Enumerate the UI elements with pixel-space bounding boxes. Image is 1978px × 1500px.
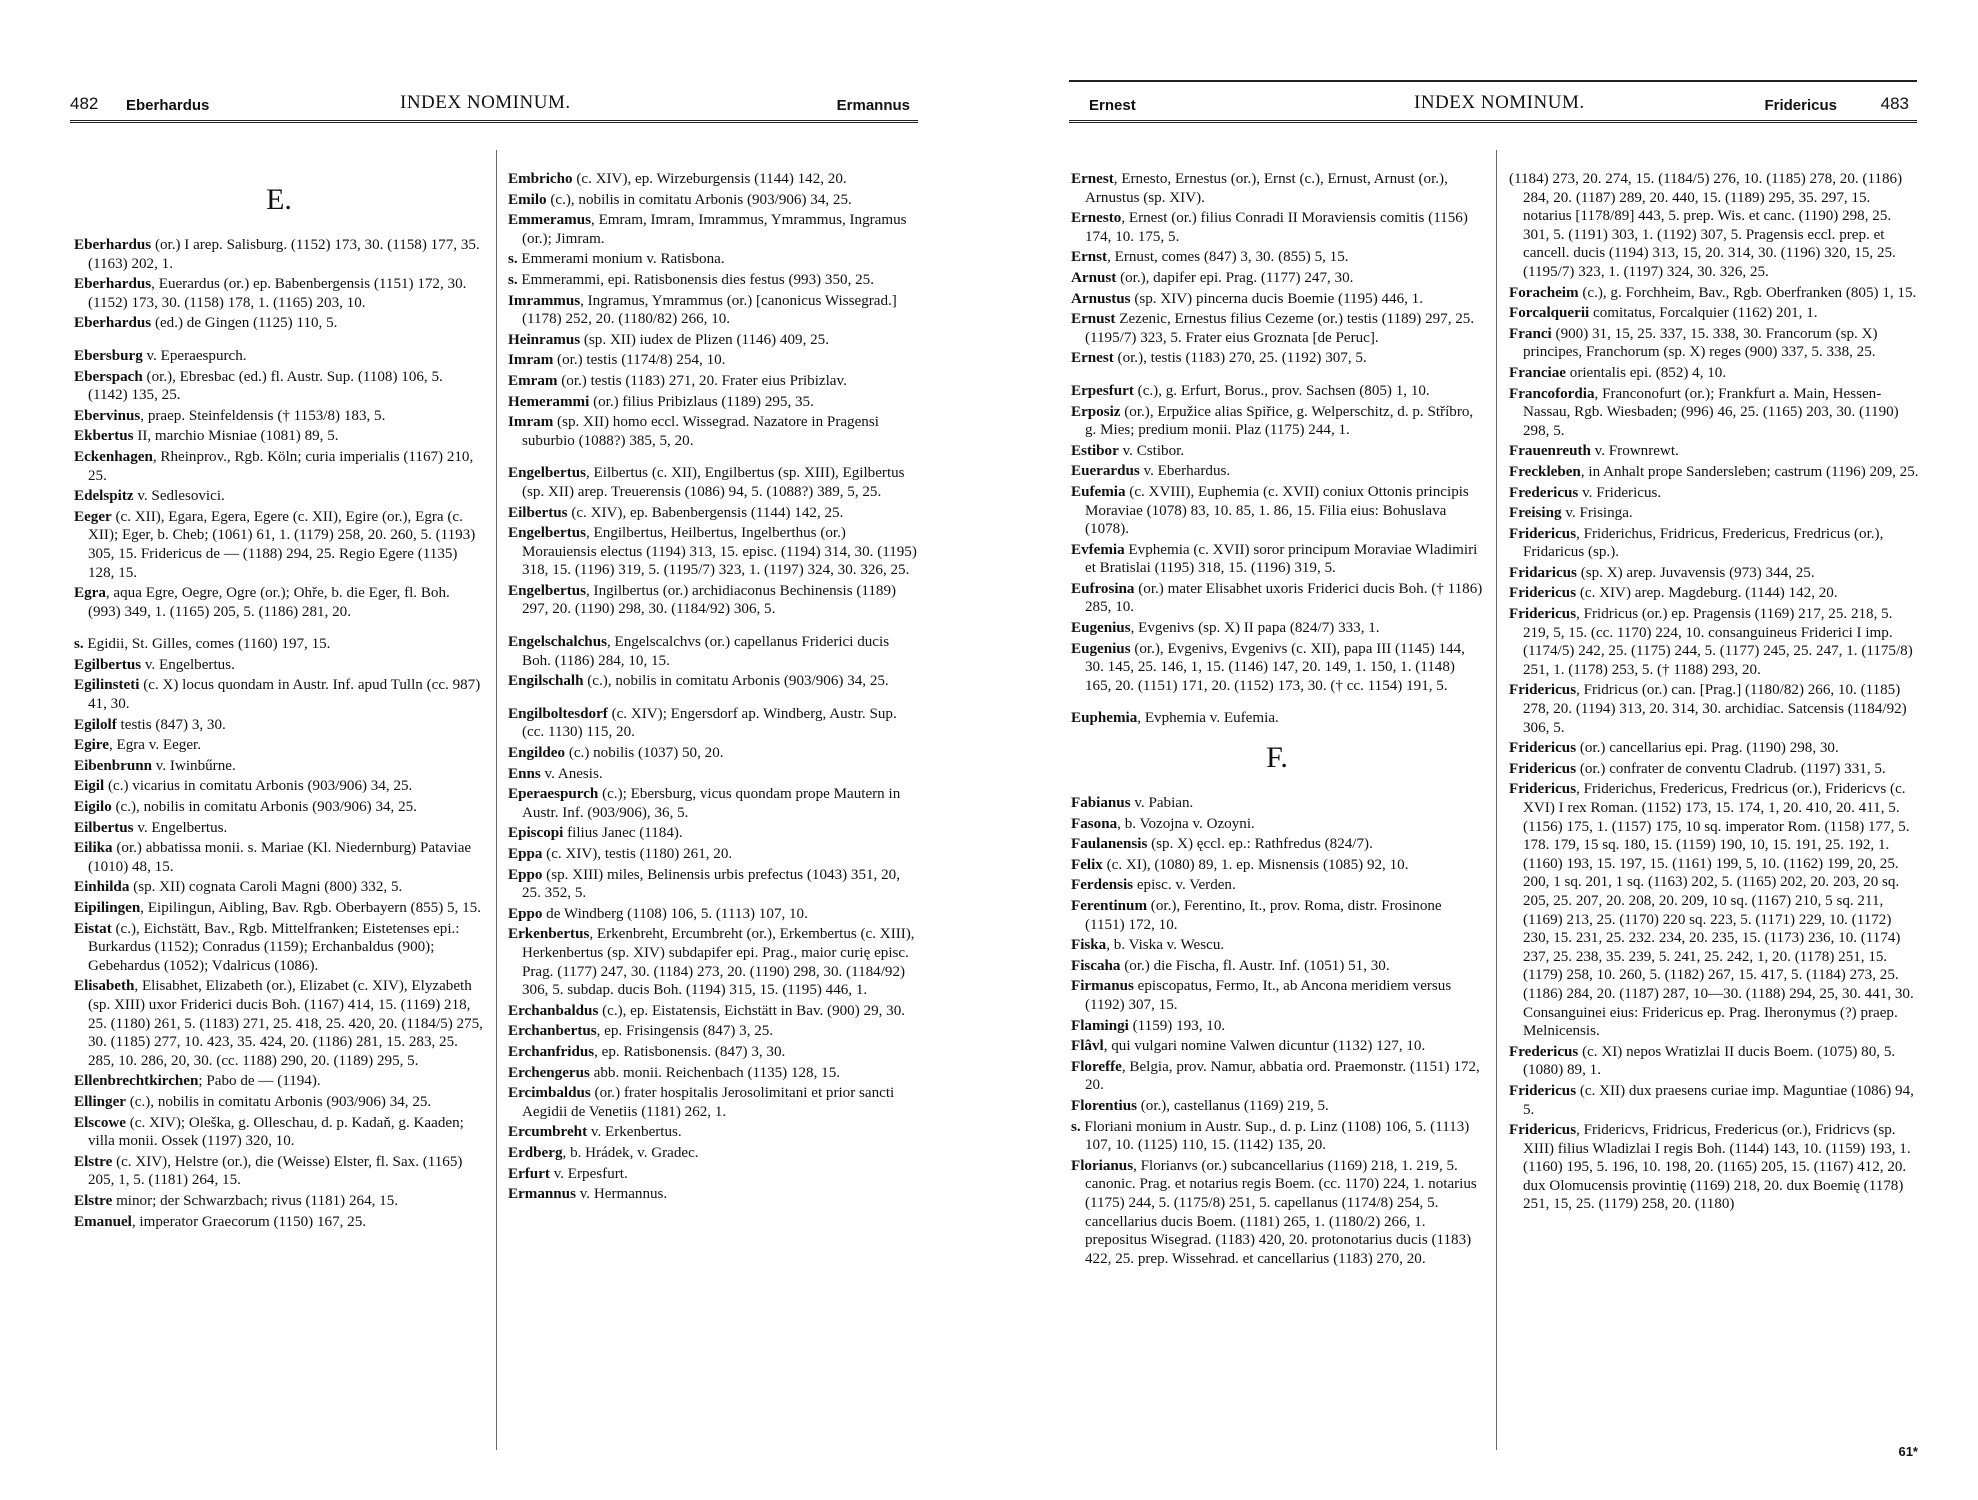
- entry-headword: Eigil: [74, 778, 105, 795]
- entry-headword: Erkenbertus: [508, 926, 590, 943]
- entry-gap: [1071, 370, 1483, 382]
- index-entries: [1071, 170, 1483, 728]
- index-entries: [1509, 170, 1919, 1214]
- entry-headword: Felix: [1071, 856, 1103, 873]
- index-entry: Emmeramus, Emram, Imram, Imrammus, Ymrammus, Ingramus (or.); Jimram.: [508, 212, 907, 247]
- index-entry: Elscowe (c. XIV); Oleška, g. Olleschau, d. p. Kadaň, g. Kaaden; villa monii. Ossek (1197) 320, 10.: [74, 1114, 464, 1150]
- entry-headword: Eilbertus: [508, 504, 568, 521]
- entry-headword: Fridaricus: [1509, 564, 1577, 581]
- entry-headword: Florentius: [1071, 1097, 1137, 1114]
- index-entry: Eppa (c. XIV), testis (1180) 261, 20.: [508, 846, 733, 862]
- index-entry: Ekbertus II, marchio Misniae (1081) 89, 5.: [74, 428, 339, 445]
- entry-headword: Engilboltesdorf: [508, 705, 608, 722]
- index-column-right: [1509, 170, 1919, 1216]
- index-entry: Egra, aqua Egre, Oegre, Ogre (or.); Ohře, b. die Eger, fl. Boh. (993) 349, 1. (1165) 205, 5. (1186) 281, 20.: [74, 585, 450, 620]
- entry-headword: Ercumbreht: [508, 1124, 588, 1141]
- index-entry: Firmanus episcopatus, Fermo, It., ab Ancona meridiem versus (1192) 307, 15.: [1071, 978, 1452, 1013]
- entry-headword: Euphemia: [1071, 710, 1138, 727]
- index-entry: Emram (or.) testis (1183) 271, 20. Frater eius Pribizlav.: [508, 372, 847, 389]
- index-entry: Fredericus v. Fridericus.: [1509, 484, 1662, 501]
- index-entry: Ercumbreht v. Erkenbertus.: [508, 1124, 682, 1141]
- index-entry: Ferdensis episc. v. Verden.: [1071, 877, 1236, 894]
- entry-headword: Ernust: [1071, 311, 1116, 328]
- entry-headword: Heinramus: [508, 331, 581, 348]
- entry-headword: Eufemia: [1071, 483, 1126, 500]
- entry-headword: Elstre: [74, 1153, 113, 1170]
- index-entry: Fridericus (c. XIV) arep. Magdeburg. (1144) 142, 20.: [1509, 585, 1838, 602]
- entry-gap: [508, 693, 920, 705]
- index-entry: Engelbertus, Eilbertus (c. XII), Engilbertus (sp. XIII), Egilbertus (sp. XII) arep. Treuerensis (1086) 94, 5. (1088?) 389, 5, 25.: [508, 465, 905, 500]
- index-entry: Felix (c. XI), (1080) 89, 1. ep. Misnensis (1085) 92, 10.: [1071, 856, 1409, 873]
- index-entry: Heinramus (sp. XII) iudex de Plizen (1146) 409, 25.: [508, 331, 829, 348]
- index-entry: Ercimbaldus (or.) frater hospitalis Jerosolimitani et prior sancti Aegidii de Venetiis (1181) 262, 1.: [508, 1085, 895, 1120]
- index-entry: Florianus, Florianvs (or.) subcancellarius (1169) 218, 1. 219, 5. canonic. Prag. et notarius regis Boem. (cc. 1170) 224, 1. notarius (1175) 244, 5. (1175/8) 251, 5. capellanus (1174/8) 254, 5. cancellarius ducis Boem. (1181) 265, 1. (1180/2) 266, 1. prepositus Wisegrad. (1183) 420, 20. protonotarius ducis (1183) 422, 25. prep. Wissehrad. et cancellarius (1183) 270, 20.: [1071, 1157, 1477, 1267]
- index-entry: Erpesfurt (c.), g. Erfurt, Borus., prov. Sachsen (805) 1, 10.: [1071, 382, 1430, 399]
- page-number: 482: [70, 94, 99, 113]
- entry-headword: Engelschalchus: [508, 634, 607, 651]
- index-entries: [74, 236, 484, 1231]
- entry-headword: Fridericus: [1509, 1082, 1577, 1099]
- index-entry: Eilbertus v. Engelbertus.: [74, 819, 228, 836]
- entry-headword: Eppa: [508, 846, 543, 862]
- index-entry: Eppo (sp. XIII) miles, Belinensis urbis prefectus (1043) 351, 20, 25. 352, 5.: [508, 866, 900, 902]
- entry-headword: Ernest: [1071, 171, 1114, 187]
- entry-headword: Eeger: [74, 508, 112, 525]
- entry-headword: Eberhardus: [74, 276, 152, 293]
- index-entry: Ernest (or.), testis (1183) 270, 25. (1192) 307, 5.: [1071, 350, 1367, 367]
- entry-headword: Eugenius: [1071, 620, 1131, 637]
- index-entry: Floreffe, Belgia, prov. Namur, abbatia ord. Praemonstr. (1151) 172, 20.: [1071, 1058, 1480, 1094]
- entry-headword: Eberhardus: [74, 315, 152, 332]
- entry-headword: Eperaespurch: [508, 786, 599, 803]
- index-entry: Egilbertus v. Engelbertus.: [74, 656, 235, 673]
- index-entry: Ellenbrechtkirchen; Pabo de — (1194).: [74, 1073, 321, 1090]
- page-header: [70, 92, 918, 123]
- index-entry: Eppo de Windberg (1108) 106, 5. (1113) 107, 10.: [508, 905, 808, 922]
- index-entry: Eberhardus (or.) I arep. Salisburg. (1152) 173, 30. (1158) 177, 35. (1163) 202, 1.: [74, 237, 480, 272]
- index-entry: Eufemia (c. XVIII), Euphemia (c. XVII) coniux Ottonis principis Moraviae (1078) 83, 10. 85, 1. 86, 15. Filia eius: Bohuslava (1078).: [1071, 483, 1469, 538]
- entry-headword: Eilika: [74, 840, 113, 857]
- index-entry: Elstre minor; der Schwarzbach; rivus (1181) 264, 15.: [74, 1192, 399, 1209]
- entry-headword: Elscowe: [74, 1114, 126, 1131]
- entry-headword: Ellinger: [74, 1093, 126, 1110]
- index-entry: Erposiz (or.), Erpužice alias Spiřice, g. Welperschitz, d. p. Stříbro, g. Mies; predium monii. Plaz (1175) 244, 1.: [1071, 403, 1474, 439]
- entry-headword: Emanuel: [74, 1213, 132, 1230]
- index-entry: Fabianus v. Pabian.: [1071, 795, 1194, 812]
- entry-headword: Emmeramus: [508, 212, 592, 229]
- index-entry: Eugenius, Evgenivs (sp. X) II papa (824/7) 333, 1.: [1071, 620, 1380, 637]
- entry-headword: Episcopi: [508, 825, 564, 842]
- entry-headword: s.: [508, 271, 518, 288]
- index-entry: Eilika (or.) abbatissa monii. s. Mariae (Kl. Niedernburg) Pataviae (1010) 48, 15.: [74, 840, 472, 875]
- entry-headword: Eppo: [508, 866, 543, 883]
- header-last-entry: Ermannus: [836, 97, 910, 114]
- index-entry: Erchanfridus, ep. Ratisbonensis. (847) 3, 30.: [508, 1043, 786, 1060]
- index-entry: Elisabeth, Elisabhet, Elizabeth (or.), Elizabet (c. XIV), Elyzabeth (sp. XIII) uxor Friderici ducis Boh. (1167) 414, 15. (1169) 218, 25. (1180) 261, 5. (1183) 271, 25. 418, 25. 420, 20. (1184/5) 275, 30. (1185) 277, 10. 423, 35. 424, 20. (1186) 281, 15. 283, 25. 285, 10. 286, 20, 30. (cc. 1188) 290, 20. (1189) 295, 5.: [74, 978, 483, 1069]
- section-letter: F.: [1266, 741, 1288, 775]
- entry-headword: Imram: [508, 352, 554, 369]
- index-entry: s. Emmerami monium v. Ratisbona.: [508, 251, 725, 268]
- entry-headword: Erchengerus: [508, 1064, 590, 1081]
- entry-headword: Engelbertus: [508, 465, 586, 482]
- entry-headword: Erchanbaldus: [508, 1002, 599, 1019]
- entry-headword: Eckenhagen: [74, 448, 153, 465]
- index-entry: s. Egidii, St. Gilles, comes (1160) 197, 15.: [74, 636, 331, 653]
- index-entry: Engelschalchus, Engelscalchvs (or.) capellanus Friderici ducis Boh. (1186) 284, 10, 15.: [508, 634, 890, 669]
- index-entry: Franciae orientalis epi. (852) 4, 10.: [1509, 364, 1727, 381]
- index-entry: Forcalquerii comitatus, Forcalquier (1162) 201, 1.: [1509, 305, 1818, 322]
- entry-headword: Arnust: [1071, 269, 1117, 286]
- entry-headword: Egilinsteti: [74, 677, 140, 694]
- entry-headword: Fredericus: [1509, 1043, 1579, 1060]
- entry-gap: [508, 621, 920, 633]
- index-entry: Fridericus (c. XII) dux praesens curiae imp. Maguntiae (1086) 94, 5.: [1509, 1082, 1914, 1118]
- index-entry: Francofordia, Franconofurt (or.); Frankfurt a. Main, Hessen-Nassau, Rgb. Wiesbaden; (996) 46, 25. (1165) 203, 30. (1190) 298, 5.: [1509, 385, 1899, 439]
- index-entries: [508, 170, 920, 1204]
- index-entry: Erchanbaldus (c.), ep. Eistatensis, Eichstätt in Bav. (900) 29, 30.: [508, 1002, 906, 1019]
- entry-headword: Fasona: [1071, 815, 1118, 832]
- index-entry: Eigilo (c.), nobilis in comitatu Arbonis (903/906) 34, 25.: [74, 799, 417, 816]
- index-entry: Eeger (c. XII), Egara, Egera, Egere (c. XII), Egire (or.), Egra (c. XII); Eger, b. Cheb; (1061) 61, 1. (1179) 258, 20. 260, 5. (1193) 305, 15. Fridericus de — (1188) 294, 25. Regio Egere (1135) 128, 15.: [74, 508, 476, 581]
- entry-headword: Egire: [74, 737, 109, 754]
- index-entry: Egire, Egra v. Eeger.: [74, 737, 201, 754]
- header-last-entry: Fridericus: [1764, 97, 1837, 114]
- index-entry: Ermannus v. Hermannus.: [508, 1186, 668, 1203]
- entry-headword: Florianus: [1071, 1157, 1134, 1174]
- entry-headword: Hemerammi: [508, 393, 590, 410]
- entry-headword: Firmanus: [1071, 978, 1134, 995]
- entry-headword: Ebervinus: [74, 407, 141, 424]
- index-entry: Eberhardus (ed.) de Gingen (1125) 110, 5.: [74, 315, 338, 332]
- entry-headword: Erdberg: [508, 1144, 563, 1161]
- entry-headword: Fridericus: [1509, 525, 1577, 542]
- index-entry: Fiska, b. Viska v. Wescu.: [1071, 937, 1225, 954]
- entry-headword: Freckleben: [1509, 463, 1581, 480]
- entry-headword: Eilbertus: [74, 819, 134, 836]
- index-entry: Engilboltesdorf (c. XIV); Engersdorf ap. Windberg, Austr. Sup. (cc. 1130) 115, 20.: [508, 705, 897, 741]
- entry-headword: Engildeo: [508, 745, 566, 762]
- entry-headword: Evfemia: [1071, 541, 1125, 558]
- index-entry: (1184) 273, 20. 274, 15. (1184/5) 276, 10. (1185) 278, 20. (1186) 284, 20. (1187) 289, 20. 440, 15. (1189) 295, 35. 297, 15. notarius [1178/89] 443, 5. prep. Wis. et canc. (1190) 298, 25. 301, 5. (1191) 303, 1. (1192) 307, 5. Pragensis eccl. prep. et cancell. ducis (1194) 313, 15, 20. 314, 30. (1196) 320, 15, 25. (1195/7) 323, 1. (1197) 324, 30. 326, 25.: [1509, 171, 1903, 280]
- entry-headword: Forcalquerii: [1509, 305, 1590, 322]
- entry-headword: Freising: [1509, 505, 1562, 522]
- entry-headword: Fiska: [1071, 937, 1107, 954]
- index-entry: Florentius (or.), castellanus (1169) 219, 5.: [1071, 1097, 1329, 1114]
- index-entry: Eufrosina (or.) mater Elisabhet uxoris Friderici ducis Boh. († 1186) 285, 10.: [1071, 580, 1483, 616]
- index-entry: Eperaespurch (c.); Ebersburg, vicus quondam prope Mautern in Austr. Inf. (903/906), 36, 5.: [508, 786, 901, 821]
- entry-headword: Francofordia: [1509, 385, 1595, 402]
- index-entry: Euphemia, Evphemia v. Eufemia.: [1071, 710, 1279, 727]
- right-page: [989, 0, 1978, 1500]
- entry-headword: s.: [74, 636, 84, 653]
- index-entry: Foracheim (c.), g. Forchheim, Bav., Rgb. Oberfranken (805) 1, 15.: [1509, 284, 1917, 301]
- index-entry: Franci (900) 31, 15, 25. 337, 15. 338, 30. Francorum (sp. X) principes, Franchorum (sp. X) reges (900) 337, 5. 338, 25.: [1509, 325, 1878, 361]
- index-entry: Eibenbrunn v. Iwinbűrne.: [74, 757, 236, 774]
- index-entry: Imram (sp. XII) homo eccl. Wissegrad. Nazatore in Pragensi suburbio (1088?) 385, 5, 20.: [508, 414, 879, 449]
- entry-headword: Ebersburg: [74, 347, 143, 364]
- index-entry: Eberspach (or.), Ebresbac (ed.) fl. Austr. Sup. (1108) 106, 5. (1142) 135, 25.: [74, 368, 443, 404]
- index-entry: Imram (or.) testis (1174/8) 254, 10.: [508, 352, 726, 369]
- entry-headword: Erpesfurt: [1071, 382, 1134, 399]
- index-entry: Enns v. Anesis.: [508, 765, 603, 782]
- entry-gap: [1071, 697, 1483, 709]
- page-header: [1069, 80, 1917, 123]
- entry-headword: Fiscaha: [1071, 957, 1121, 974]
- header-first-entry: Eberhardus: [126, 97, 210, 114]
- entry-headword: Ellenbrechtkirchen: [74, 1073, 199, 1090]
- entry-headword: Erchanfridus: [508, 1043, 595, 1060]
- index-entry: Eckenhagen, Rheinprov., Rgb. Köln; curia imperialis (1167) 210, 25.: [74, 448, 474, 484]
- index-entry: Estibor v. Cstibor.: [1071, 442, 1185, 459]
- index-entry: Imrammus, Ingramus, Ymrammus (or.) [canonicus Wissegrad.] (1178) 252, 20. (1180/82) 266, 10.: [508, 292, 897, 328]
- entry-headword: Floreffe: [1071, 1058, 1122, 1075]
- entry-headword: Fridericus: [1509, 740, 1577, 757]
- entry-headword: s.: [1071, 1118, 1081, 1135]
- column-divider: [496, 150, 497, 1450]
- entry-headword: Eistat: [74, 920, 112, 937]
- entry-headword: Egilolf: [74, 716, 117, 733]
- index-column-left: [74, 170, 484, 1233]
- index-entry: s. Floriani monium in Austr. Sup., d. p. Linz (1108) 106, 5. (1113) 107, 10. (1125) 110, 15. (1142) 135, 20.: [1071, 1118, 1470, 1154]
- entry-headword: Franci: [1509, 325, 1552, 342]
- index-entry: Fridericus, Friderichus, Fridricus, Fredericus, Fredricus (or.), Fridaricus (sp.).: [1509, 525, 1884, 561]
- entry-headword: Fridericus: [1509, 1122, 1577, 1139]
- column-divider: [1496, 150, 1497, 1450]
- entry-headword: Fabianus: [1071, 795, 1131, 812]
- header-first-entry: Ernest: [1089, 97, 1136, 114]
- entry-headword: Elisabeth: [74, 978, 135, 995]
- index-entry: Eipilingen, Eipilingun, Aibling, Bav. Rgb. Oberbayern (855) 5, 15.: [74, 900, 481, 916]
- entry-headword: Eibenbrunn: [74, 757, 153, 774]
- index-entry: Flamingi (1159) 193, 10.: [1071, 1017, 1226, 1034]
- section-letter: E.: [266, 183, 292, 216]
- signature-mark: 61*: [1898, 1444, 1918, 1459]
- entry-headword: Flâvl: [1071, 1038, 1104, 1055]
- entry-headword: Eipilingen: [74, 900, 141, 916]
- entry-headword: Flamingi: [1071, 1017, 1129, 1034]
- entry-headword: Eigilo: [74, 799, 112, 816]
- header-title: INDEX NOMINUM.: [400, 92, 571, 113]
- entry-headword: Ernst: [1071, 249, 1108, 266]
- index-entry: Eberhardus, Euerardus (or.) ep. Babenbergensis (1151) 172, 30. (1152) 173, 30. (1158) 178, 1. (1165) 203, 10.: [74, 276, 467, 311]
- entry-headword: Erchanbertus: [508, 1023, 597, 1040]
- index-entry: Fridericus (or.) confrater de conventu Cladrub. (1197) 331, 5.: [1509, 760, 1886, 777]
- index-entry: Engelbertus, Ingilbertus (or.) archidiaconus Bechinensis (1189) 297, 20. (1190) 298, 30. (1184/92) 306, 5.: [508, 582, 897, 618]
- index-entry: Erchanbertus, ep. Frisingensis (847) 3, 25.: [508, 1023, 774, 1040]
- entry-headword: Engilschalh: [508, 673, 584, 690]
- index-entry: Fasona, b. Vozojna v. Ozoyni.: [1071, 815, 1255, 832]
- entry-headword: Fredericus: [1509, 484, 1579, 501]
- index-entry: Fridaricus (sp. X) arep. Juvavensis (973) 344, 25.: [1509, 564, 1815, 581]
- index-entry: Frauenreuth v. Frownrewt.: [1509, 443, 1679, 460]
- index-entry: Fridericus, Fridricus (or.) can. [Prag.] (1180/82) 266, 10. (1185) 278, 20. (1194) 313, 20. 314, 30. archidiac. Satcensis (1184/92) 306, 5.: [1509, 682, 1907, 736]
- index-entry: Einhilda (sp. XII) cognata Caroli Magni (800) 332, 5.: [74, 879, 403, 896]
- index-entry: Fredericus (c. XI) nepos Wratizlai II ducis Boem. (1075) 80, 5. (1080) 89, 1.: [1509, 1043, 1896, 1079]
- index-entry: Edelspitz v. Sedlesovici.: [74, 488, 225, 505]
- entry-headword: Eppo: [508, 905, 543, 922]
- entry-headword: Fridericus: [1509, 760, 1577, 777]
- entry-headword: Ermannus: [508, 1186, 576, 1203]
- index-entry: Euerardus v. Eberhardus.: [1071, 463, 1231, 480]
- index-entry: Ernst, Ernust, comes (847) 3, 30. (855) 5, 15.: [1071, 249, 1349, 266]
- entry-gap: [74, 623, 484, 635]
- entry-headword: s.: [508, 251, 518, 268]
- entry-headword: Engelbertus: [508, 582, 586, 599]
- index-entry: Ernesto, Ernest (or.) filius Conradi II Moraviensis comitis (1156) 174, 10. 175, 5.: [1071, 210, 1468, 245]
- index-entry: Ernest, Ernesto, Ernestus (or.), Ernst (c.), Ernust, Arnust (or.), Arnustus (sp. XIV).: [1071, 171, 1448, 206]
- index-entry: Flâvl, qui vulgari nomine Valwen dicuntur (1132) 127, 10.: [1071, 1038, 1426, 1055]
- index-entry: Ebersburg v. Eperaespurch.: [74, 347, 247, 364]
- entry-headword: Ferdensis: [1071, 877, 1134, 894]
- index-entry: Eilbertus (c. XIV), ep. Babenbergensis (1144) 142, 25.: [508, 504, 844, 521]
- entry-headword: Fridericus: [1509, 606, 1577, 623]
- entry-headword: Einhilda: [74, 879, 130, 896]
- index-entry: Emanuel, imperator Graecorum (1150) 167, 25.: [74, 1213, 367, 1230]
- entry-headword: Imram: [508, 414, 554, 431]
- entry-headword: Embricho: [508, 171, 573, 187]
- entry-headword: Eufrosina: [1071, 580, 1135, 597]
- entry-headword: Fridericus: [1509, 682, 1577, 699]
- index-entry: Episcopi filius Janec (1184).: [508, 825, 683, 842]
- index-entry: s. Emmerammi, epi. Ratisbonensis dies festus (993) 350, 25.: [508, 271, 874, 288]
- index-entry: Egilinsteti (c. X) locus quondam in Austr. Inf. apud Tulln (cc. 987) 41, 30.: [74, 677, 481, 713]
- entry-headword: Eberspach: [74, 368, 143, 385]
- index-entry: Freckleben, in Anhalt prope Sandersleben; castrum (1196) 209, 25.: [1509, 463, 1919, 480]
- entry-headword: Emilo: [508, 191, 547, 208]
- entry-headword: Ekbertus: [74, 428, 134, 445]
- entry-headword: Ernest: [1071, 350, 1114, 367]
- index-entry: Arnust (or.), dapifer epi. Prag. (1177) 247, 30.: [1071, 269, 1354, 286]
- entry-headword: Enns: [508, 765, 541, 782]
- entry-headword: Franciae: [1509, 364, 1566, 381]
- entry-headword: Ferentinum: [1071, 898, 1148, 914]
- entry-headword: Emram: [508, 372, 558, 389]
- index-entry: Elstre (c. XIV), Helstre (or.), die (Weisse) Elster, fl. Sax. (1165) 205, 1, 5. (1181) 264, 15.: [74, 1153, 463, 1189]
- index-entry: Freising v. Frisinga.: [1509, 505, 1633, 522]
- entry-headword: Imrammus: [508, 292, 581, 309]
- index-entry: Erchengerus abb. monii. Reichenbach (1135) 128, 15.: [508, 1064, 841, 1081]
- index-entry: Eistat (c.), Eichstätt, Bav., Rgb. Mittelfranken; Eistetenses epi.: Burkardus (1152); Conradus (1159); Erchanbaldus (900); Gebehardus (1052); Vdalricus (1086).: [74, 920, 460, 974]
- entry-gap: [74, 335, 484, 347]
- entry-headword: Frauenreuth: [1509, 443, 1591, 460]
- index-entry: Ellinger (c.), nobilis in comitatu Arbonis (903/906) 34, 25.: [74, 1093, 432, 1110]
- index-entry: Fridericus, Fridricus (or.) ep. Pragensis (1169) 217, 25. 218, 5. 219, 5, 15. (cc. 1170) 224, 10. consanguineus Friderici I imp. (1174/5) 242, 25. (1175) 244, 5. (1177) 245, 25. 247, 1. (1175/8) 251, 1. (1178) 253, 5. († 1188) 293, 20.: [1509, 606, 1913, 678]
- index-entries: [1071, 794, 1483, 1268]
- index-column-left: [1071, 170, 1483, 1270]
- entry-headword: Faulanensis: [1071, 836, 1148, 853]
- entry-headword: Elstre: [74, 1192, 113, 1209]
- entry-headword: Egra: [74, 585, 106, 602]
- index-entry: Fridericus, Fridericvs, Fridricus, Fredericus (or.), Fridricvs (sp. XIII) filius Wladizlai I regis Boh. (1144) 143, 10. (1159) 193, 1. (1160) 195, 5. 196, 10. 198, 20. (1165) 205, 15. (1167) 412, 20. dux Olomucensis provintię (1169) 218, 20. dux Boemię (1178) 251, 15, 25. (1179) 258, 20. (1180): [1509, 1122, 1911, 1213]
- index-entry: Hemerammi (or.) filius Pribizlaus (1189) 295, 35.: [508, 393, 814, 410]
- index-entry: Emilo (c.), nobilis in comitatu Arbonis (903/906) 34, 25.: [508, 191, 852, 208]
- index-entry: Erfurt v. Erpesfurt.: [508, 1165, 628, 1182]
- index-entry: Arnustus (sp. XIV) pincerna ducis Boemie (1195) 446, 1.: [1071, 290, 1424, 307]
- entry-headword: Eberhardus: [74, 237, 152, 253]
- index-entry: Engildeo (c.) nobilis (1037) 50, 20.: [508, 745, 724, 762]
- entry-gap: [508, 452, 920, 464]
- index-entry: Engelbertus, Engilbertus, Heilbertus, Ingelberthus (or.) Morauiensis electus (1194) 313, 15. episc. (1194) 314, 30. (1195) 318, 15. (1196) 319, 5. (1195/7) 323, 1. (1197) 324, 30. 326, 25.: [508, 525, 917, 579]
- index-entry: Erdberg, b. Hrádek, v. Gradec.: [508, 1144, 699, 1161]
- header-title: INDEX NOMINUM.: [1414, 92, 1585, 113]
- index-entry: Fiscaha (or.) die Fischa, fl. Austr. Inf. (1051) 51, 30.: [1071, 957, 1390, 974]
- entry-headword: Ernesto: [1071, 210, 1122, 227]
- index-entry: Ebervinus, praep. Steinfeldensis († 1153/8) 183, 5.: [74, 407, 386, 424]
- index-column-right: [508, 170, 920, 1206]
- index-entry: Eigil (c.) vicarius in comitatu Arbonis (903/906) 34, 25.: [74, 778, 413, 795]
- entry-headword: Foracheim: [1509, 284, 1579, 301]
- index-entry: Embricho (c. XIV), ep. Wirzeburgensis (1144) 142, 20.: [508, 171, 847, 187]
- entry-headword: Egilbertus: [74, 656, 142, 673]
- entry-headword: Estibor: [1071, 442, 1119, 459]
- entry-headword: Erfurt: [508, 1165, 550, 1182]
- index-entry: Faulanensis (sp. X) ęccl. ep.: Rathfredus (824/7).: [1071, 836, 1373, 853]
- entry-headword: Erposiz: [1071, 403, 1121, 420]
- index-entry: Erkenbertus, Erkenbreht, Ercumbreht (or.), Erkembertus (c. XIII), Herkenbertus (sp. XIV) subdapifer epi. Prag., maior curię episc. Prag. (1177) 247, 30. (1184) 273, 20. (1190) 298, 30. (1184/92) 306, 5. subdap. ducis Boh. (1194) 315, 15. (1195) 446, 1.: [508, 926, 915, 999]
- entry-headword: Arnustus: [1071, 290, 1131, 307]
- index-entry: Fridericus (or.) cancellarius epi. Prag. (1190) 298, 30.: [1509, 740, 1839, 757]
- entry-headword: Engelbertus: [508, 525, 586, 542]
- index-entry: Engilschalh (c.), nobilis in comitatu Arbonis (903/906) 34, 25.: [508, 673, 889, 690]
- entry-headword: Eugenius: [1071, 640, 1131, 657]
- page-number: 483: [1880, 94, 1909, 113]
- index-entry: Ernust Zezenic, Ernestus filius Cezeme (or.) testis (1189) 297, 25. (1195/7) 323, 5. Frater eius Groznata [de Peruc].: [1071, 311, 1475, 346]
- index-entry: Egilolf testis (847) 3, 30.: [74, 716, 226, 733]
- index-entry: Fridericus, Friderichus, Fredericus, Fredricus (or.), Fridericvs (c. XVI) I rex Roman. (1152) 173, 15. 174, 1, 20. 410, 20. 411, 5. (1156) 175, 1. (1157) 175, 10 sq. imperator Rom. (1158) 177, 5. 178. 179, 15 sq. 180, 15. (1159) 190, 10, 15. 191, 25. 192, 1. (1160) 193, 15. 197, 15. (1161) 199, 5, 10. (1162) 199, 20, 25. 200, 1 sq. 201, 1 sq. (1163) 202, 5. (1165) 202, 20. 203, 20 sq. 205, 25. 207, 20. 208, 20. 209, 10 sq. (1167) 210, 5 sq. 211, (1169) 213, 25. (1170) 220 sq. 223, 5. (1171) 229, 10. (1172) 230, 15. 231, 25. 232. 234, 20. 235, 15. (1173) 236, 10. (1174) 237, 25. 238, 35. 239, 5. 241, 25. 242, 1, 20. (1178) 251, 15. (1179) 258, 10. 260, 5. (1182) 267, 15. 417, 5. (1184) 273, 25. (1186) 284, 20. (1187) 287, 10—30. (1188) 294, 25, 30. 441, 30. Consanguinei eius: Fridericus ep. Prag. Iheronymus (?) praep. Melnicensis.: [1509, 781, 1914, 1040]
- index-entry: Eugenius (or.), Evgenivs, Evgenivs (c. XII), papa III (1145) 144, 30. 145, 25. 146, 1, 15. (1146) 147, 20. 149, 1. 150, 1. (1148) 165, 20. (1151) 171, 20. (1152) 173, 30. († cc. 1154) 191, 5.: [1071, 640, 1465, 694]
- entry-headword: Ercimbaldus: [508, 1085, 591, 1102]
- index-entry: Ferentinum (or.), Ferentino, It., prov. Roma, distr. Frosinone (1151) 172, 10.: [1071, 898, 1442, 933]
- entry-headword: Fridericus: [1509, 585, 1577, 602]
- entry-headword: Fridericus: [1509, 781, 1577, 798]
- entry-headword: Edelspitz: [74, 488, 134, 505]
- entry-headword: Euerardus: [1071, 463, 1140, 480]
- index-entry: Evfemia Evphemia (c. XVII) soror principum Moraviae Wladimiri et Bratislai (1195) 318, 15. (1196) 319, 5.: [1071, 541, 1478, 577]
